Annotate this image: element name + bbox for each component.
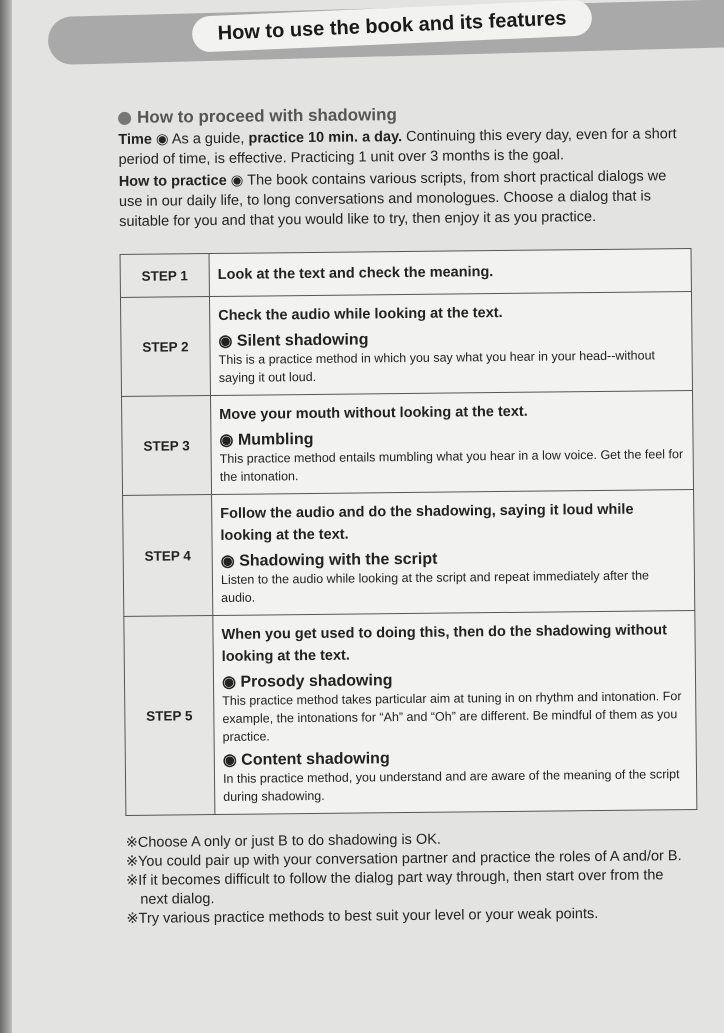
notes	[126, 828, 689, 929]
step-content	[212, 489, 695, 615]
bullet-icon: ◉	[218, 332, 233, 350]
steps-table	[120, 248, 698, 816]
main-content	[118, 102, 689, 929]
step-instruction: Follow the audio and do the shadowing, saying it loud while looking at the text.	[220, 501, 634, 544]
time-paragraph	[118, 124, 680, 170]
step-instruction: Move your mouth without looking at the text.	[219, 403, 528, 423]
step-instruction: Check the audio while looking at the text.	[218, 304, 503, 324]
step-label: STEP 2	[120, 297, 210, 397]
step-instruction: Look at the text and check the meaning.	[217, 264, 494, 283]
note: ※If it becomes difficult to follow the dialog part way through, then start over from the next dialog.	[126, 867, 664, 908]
step-content	[213, 610, 697, 814]
note: ※You could pair up with your conversation partner and practice the roles of A and/or B.	[125, 848, 682, 870]
step-content	[209, 249, 691, 297]
practice-label: How to practice	[118, 172, 227, 190]
method-description: In this practice method, you understand and are aware of the meaning of the script during shadowing.	[222, 767, 680, 804]
practice-text: The book contains various scripts, from short practical dialogs we use in our daily life, to long conversations and monologues. Choose a dialog that is suitable for you and that you would like to try, then enjoy it as you practice.	[118, 168, 667, 230]
time-bold: practice 10 min. a day.	[248, 129, 403, 147]
step-row	[123, 489, 695, 616]
note: ※Choose A only or just B to do shadowing is OK.	[125, 831, 441, 851]
method-title: Shadowing with the script	[239, 550, 438, 570]
method-title: Silent shadowing	[236, 331, 369, 350]
step-row	[120, 292, 692, 397]
time-pre: As a guide,	[171, 130, 249, 148]
step-label: STEP 5	[124, 616, 215, 816]
step-content	[211, 390, 694, 494]
section-heading-text: How to proceed with shadowing	[136, 105, 397, 127]
method-description: This is a practice method in which you say what you hear in your head--without saying it out loud.	[218, 348, 656, 385]
note: ※Try various practice methods to best suit your level or your weak points.	[126, 906, 599, 927]
bullet-icon: ◉	[222, 751, 237, 769]
method-title: Content shadowing	[241, 750, 390, 769]
method-description: Listen to the audio while looking at the script and repeat immediately after the audio.	[220, 568, 650, 605]
time-label: Time	[118, 131, 153, 148]
page-title: How to use the book and its features	[191, 0, 592, 53]
method-title: Prosody shadowing	[240, 672, 393, 691]
method-description: This practice method entails mumbling what you hear in a low voice. Get the feel for the intonation.	[219, 447, 684, 484]
page-binding-edge	[0, 0, 12, 1033]
step-label: STEP 1	[120, 254, 209, 298]
practice-paragraph	[119, 166, 682, 232]
step-label: STEP 3	[122, 396, 212, 496]
bullet-icon: ◉	[230, 172, 244, 189]
step-instruction: When you get used to doing this, then do the shadowing without looking at the text.	[221, 622, 668, 665]
method-title: Mumbling	[237, 430, 314, 449]
step-row	[120, 249, 691, 298]
step-content	[209, 292, 692, 396]
method-description: This practice method takes particular aim at tuning in on rhythm and intonation. For example, the intonations for “Ah” and “Oh” are different. Be mindful of them as you practice.	[222, 689, 682, 744]
bullet-icon: ◉	[155, 131, 169, 148]
step-row	[124, 610, 697, 815]
bullet-icon: ◉	[221, 673, 237, 691]
time-post: Continuing this every day, even for a short period of time, is effective. Practicing 1 unit over 3 months is the goal.	[118, 126, 677, 168]
step-label: STEP 4	[123, 495, 213, 617]
circle-bullet-icon	[118, 111, 131, 124]
bullet-icon: ◉	[219, 431, 234, 449]
bullet-icon: ◉	[220, 552, 235, 570]
step-row	[122, 390, 694, 495]
